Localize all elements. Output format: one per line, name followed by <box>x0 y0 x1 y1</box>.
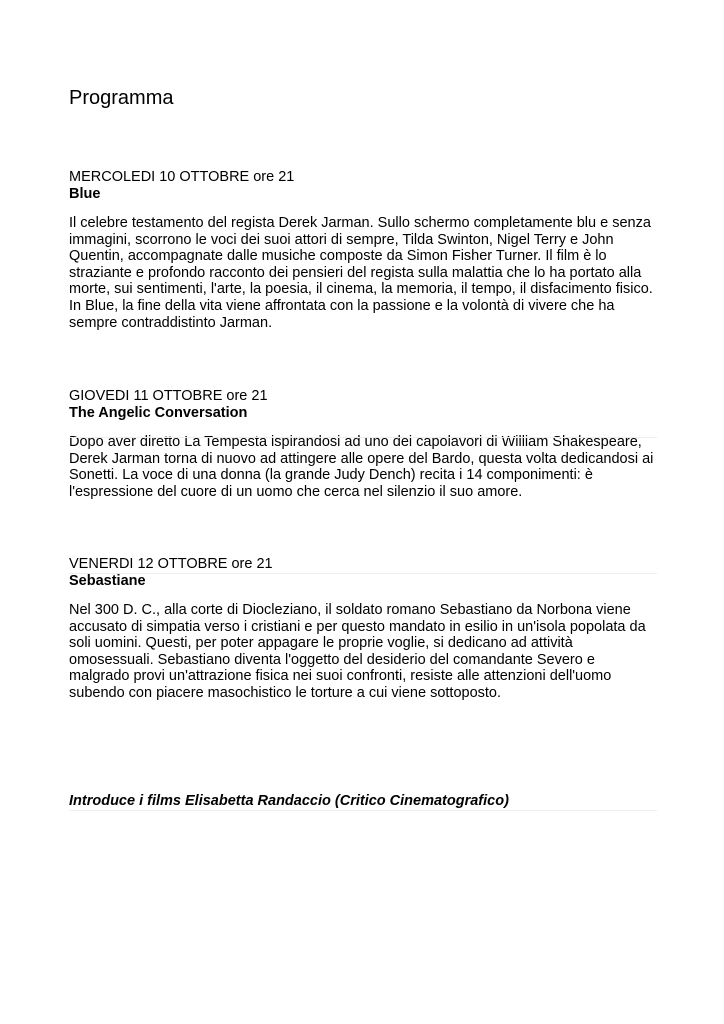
event-description: Il celebre testamento del regista Derek Jarman. Sullo schermo completamente blu e senza immagini, scorrono le voci dei suoi attori di sempre, Tilda Swinton, Nigel Terry e John Quentin, accompagnate dalle musiche composte da Simon Fisher Turner. Il film è lo straziante e profondo racconto dei pensieri del regista sulla malattia che lo ha portato alla morte, sui sentimenti, l'arte, la poesia, il cinema, la memoria, il tempo, il disfacimento fisico. In Blue, la fine della vita viene affrontata con la passione e la volontà di vivere che ha sempre contraddistinto Jarman. <box>69 215 653 331</box>
event-sebastiane <box>69 556 659 702</box>
event-description: Dopo aver diretto La Tempesta ispirandosi ad uno dei capolavori di William Shakespeare, Derek Jarman torna di nuovo ad attingere alle opere del Bardo, questa volta dedicandosi ai Sonetti. La voce di una donna (la grande Judy Dench) recita i 14 componimenti: è l'espressione del cuore di un uomo che cerca nel silenzio il suo amore. <box>69 434 654 500</box>
event-blue <box>69 169 659 331</box>
event-angelic-conversation <box>69 388 659 500</box>
page-title: Programma <box>69 87 174 109</box>
event-date: GIOVEDI 11 OTTOBRE ore 21 <box>69 388 268 404</box>
divider <box>69 437 657 438</box>
event-title: Blue <box>69 186 101 202</box>
event-date: VENERDI 12 OTTOBRE ore 21 <box>69 556 273 572</box>
event-title: The Angelic Conversation <box>69 405 248 421</box>
event-title: Sebastiane <box>69 573 146 589</box>
event-description: Nel 300 D. C., alla corte di Diocleziano, il soldato romano Sebastiano da Norbona viene accusato di simpatia verso i cristiani e per questo mandato in esilio in un'isola popolata da soli uomini. Questi, per poter appagare le proprie voglie, si dedicano ad attività omosessuali. Sebastiano diventa l'oggetto del desiderio del comandante Severo e malgrado provi un'attrazione fisica nei suoi confronti, resiste alle attenzioni dell'uomo subendo con piacere masochistico le torture a cui viene sottoposto. <box>69 602 646 701</box>
intro-credit: Introduce i films Elisabetta Randaccio (Critico Cinematografico) <box>69 793 509 809</box>
divider <box>69 810 657 811</box>
event-date: MERCOLEDI 10 OTTOBRE ore 21 <box>69 169 295 185</box>
divider <box>69 573 657 574</box>
